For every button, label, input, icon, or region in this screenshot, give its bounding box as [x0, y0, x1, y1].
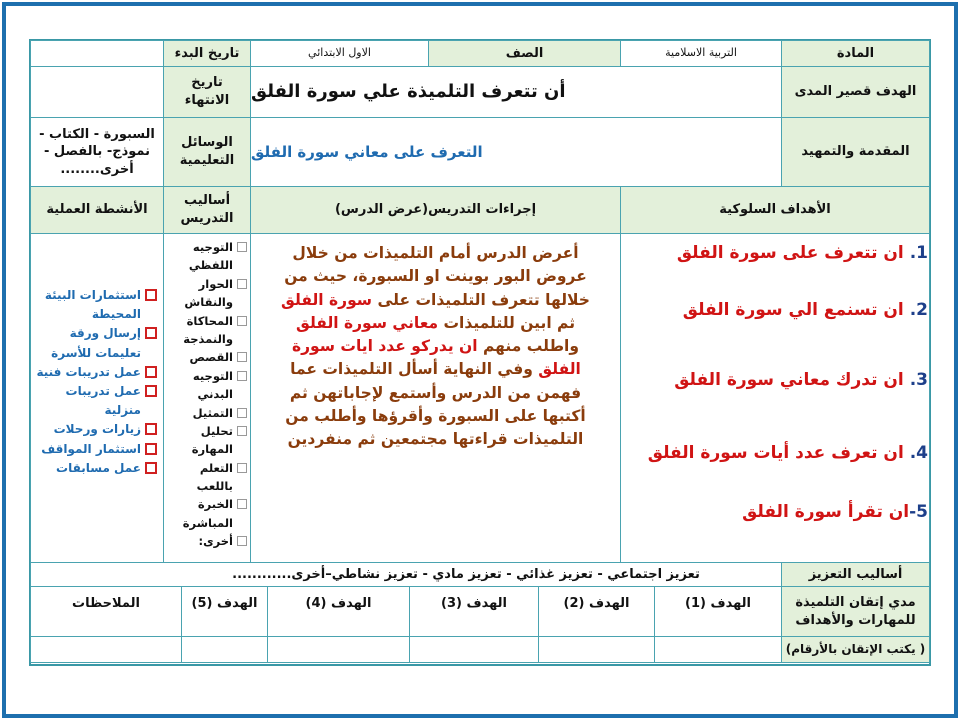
- start-date-value[interactable]: [30, 40, 164, 67]
- objective-number: 3.: [909, 370, 928, 390]
- checkbox-icon[interactable]: [145, 366, 157, 378]
- method-item[interactable]: تحليل المهارة: [167, 422, 247, 459]
- procedures-cell[interactable]: [250, 233, 621, 563]
- objective-text: ان تدرك معاني سورة الفلق: [674, 370, 910, 390]
- objective-number: 5-: [909, 502, 928, 522]
- method-item[interactable]: التوجيه اللفظي: [167, 238, 247, 275]
- grade-value[interactable]: الاول الابتدائي: [250, 40, 429, 67]
- activity-item[interactable]: عمل تدريبات منزلية: [35, 382, 157, 420]
- objective-4: [648, 443, 928, 463]
- procedures-text: أعرض الدرس أمام التلميذات من خلال عروض البور بوينت او السبورة، حيث من خلالها تتعرف التلميذات على سورة الفلق ثم ابين للتلميذات معاني سورة الفلق واطلب منهم ان يدركو عدد ايات سورة الفلق وفي النهاية أسأل التلميذات عما فهمن من الدرس وأستمع لإجاباتهن ثم أكتبها على السبورة وأقرؤها وأطلب من التلميذات قراءتها مجتمعين ثم منفردين: [281, 244, 590, 448]
- goal-4-score[interactable]: [267, 636, 410, 663]
- goal-3-score[interactable]: [409, 636, 539, 663]
- method-item[interactable]: الحوار والنقاش: [167, 275, 247, 312]
- checkbox-icon[interactable]: [237, 352, 247, 362]
- activity-item[interactable]: زيارات ورحلات: [35, 420, 157, 439]
- checkbox-icon[interactable]: [237, 426, 247, 436]
- objective-text: ان تسنمع الي سورة الفلق: [682, 300, 910, 320]
- activity-item[interactable]: عمل تدريبات فنية: [35, 363, 157, 382]
- end-date-label: تاريخ الانتهاء: [163, 66, 251, 118]
- tools-label: الوسائل التعليمية: [163, 117, 251, 187]
- notes-header: الملاحظات: [30, 586, 182, 637]
- activities-list: [35, 286, 157, 478]
- reinforcement-value[interactable]: تعزيز اجتماعي - تعزيز غذائي - تعزيز مادي - تعزيز نشاطي–أخرى............: [30, 562, 782, 587]
- procedures-header: إجراءات التدريس(عرض الدرس): [250, 186, 621, 234]
- goal-2-score[interactable]: [538, 636, 655, 663]
- mastery-label: مدي إتقان التلميذة للمهارات والأهداف: [781, 586, 930, 637]
- goal-5-score[interactable]: [181, 636, 268, 663]
- objective-number: 4.: [909, 443, 928, 463]
- end-date-value[interactable]: [30, 66, 164, 118]
- checkbox-icon[interactable]: [237, 316, 247, 326]
- tools-value[interactable]: السبورة - الكتاب - نموذج- بالفصل - أخرى........: [30, 117, 164, 187]
- method-item[interactable]: التعلم باللعب: [167, 459, 247, 496]
- checkbox-icon[interactable]: [237, 408, 247, 418]
- method-item[interactable]: الخبرة المباشرة: [167, 495, 247, 532]
- notes-value[interactable]: [30, 636, 182, 663]
- objective-number: 2.: [909, 300, 928, 320]
- checkbox-icon[interactable]: [237, 242, 247, 252]
- method-item[interactable]: المحاكاة والنمذجة: [167, 312, 247, 349]
- checkbox-icon[interactable]: [145, 423, 157, 435]
- checkbox-icon[interactable]: [145, 462, 157, 474]
- checkbox-icon[interactable]: [145, 443, 157, 455]
- start-date-label: تاريخ البدء: [163, 40, 251, 67]
- methods-header: أساليب التدريس: [163, 186, 251, 234]
- goal-2-header: الهدف (2): [538, 586, 655, 637]
- activity-item[interactable]: استثمار المواقف: [35, 440, 157, 459]
- objective-5: [742, 502, 928, 522]
- checkbox-icon[interactable]: [237, 279, 247, 289]
- objective-number: 1.: [909, 243, 928, 263]
- reinforcement-label: أساليب التعزيز: [781, 562, 930, 587]
- short-goal-value[interactable]: أن تتعرف التلميذة علي سورة الفلق: [250, 66, 782, 118]
- method-item[interactable]: القصص: [167, 348, 247, 366]
- activity-item[interactable]: عمل مسابقات: [35, 459, 157, 478]
- objective-text: ان تقرأ سورة الفلق: [742, 502, 910, 522]
- intro-label: المقدمة والتمهيد: [781, 117, 930, 187]
- activity-item[interactable]: استثمارات البيئة المحيطة: [35, 286, 157, 324]
- objective-1: [677, 243, 928, 263]
- checkbox-icon[interactable]: [145, 289, 157, 301]
- grade-label: الصف: [428, 40, 621, 67]
- activities-cell: [30, 233, 164, 563]
- checkbox-icon[interactable]: [237, 371, 247, 381]
- objectives-header: الأهداف السلوكية: [620, 186, 930, 234]
- short-goal-label: الهدف قصير المدى: [781, 66, 930, 118]
- goal-5-header: الهدف (5): [181, 586, 268, 637]
- method-item[interactable]: أخرى:: [167, 532, 247, 550]
- goal-1-header: الهدف (1): [654, 586, 782, 637]
- checkbox-icon[interactable]: [145, 385, 157, 397]
- goal-4-header: الهدف (4): [267, 586, 410, 637]
- mastery-note: ( يكتب الإتقان بالأرقام): [781, 636, 930, 663]
- activities-header: الأنشطة العملية: [30, 186, 164, 234]
- methods-cell: [163, 233, 251, 563]
- objective-2: [683, 300, 928, 320]
- intro-value[interactable]: التعرف على معاني سورة الفلق: [250, 117, 782, 187]
- method-item[interactable]: التمثيل: [167, 404, 247, 422]
- goal-3-header: الهدف (3): [409, 586, 539, 637]
- activity-item[interactable]: إرسال ورقة تعليمات للأسرة: [35, 324, 157, 362]
- objective-3: [674, 370, 928, 390]
- checkbox-icon[interactable]: [237, 536, 247, 546]
- objective-text: ان تعرف عدد أيات سورة الفلق: [647, 443, 910, 463]
- objective-text: ان تتعرف على سورة الفلق: [676, 243, 910, 263]
- methods-list: [167, 238, 247, 551]
- checkbox-icon[interactable]: [237, 463, 247, 473]
- subject-label: المادة: [781, 40, 930, 67]
- goal-1-score[interactable]: [654, 636, 782, 663]
- checkbox-icon[interactable]: [145, 327, 157, 339]
- subject-value[interactable]: التربية الاسلامية: [620, 40, 782, 67]
- checkbox-icon[interactable]: [237, 499, 247, 509]
- method-item[interactable]: التوجيه البدني: [167, 367, 247, 404]
